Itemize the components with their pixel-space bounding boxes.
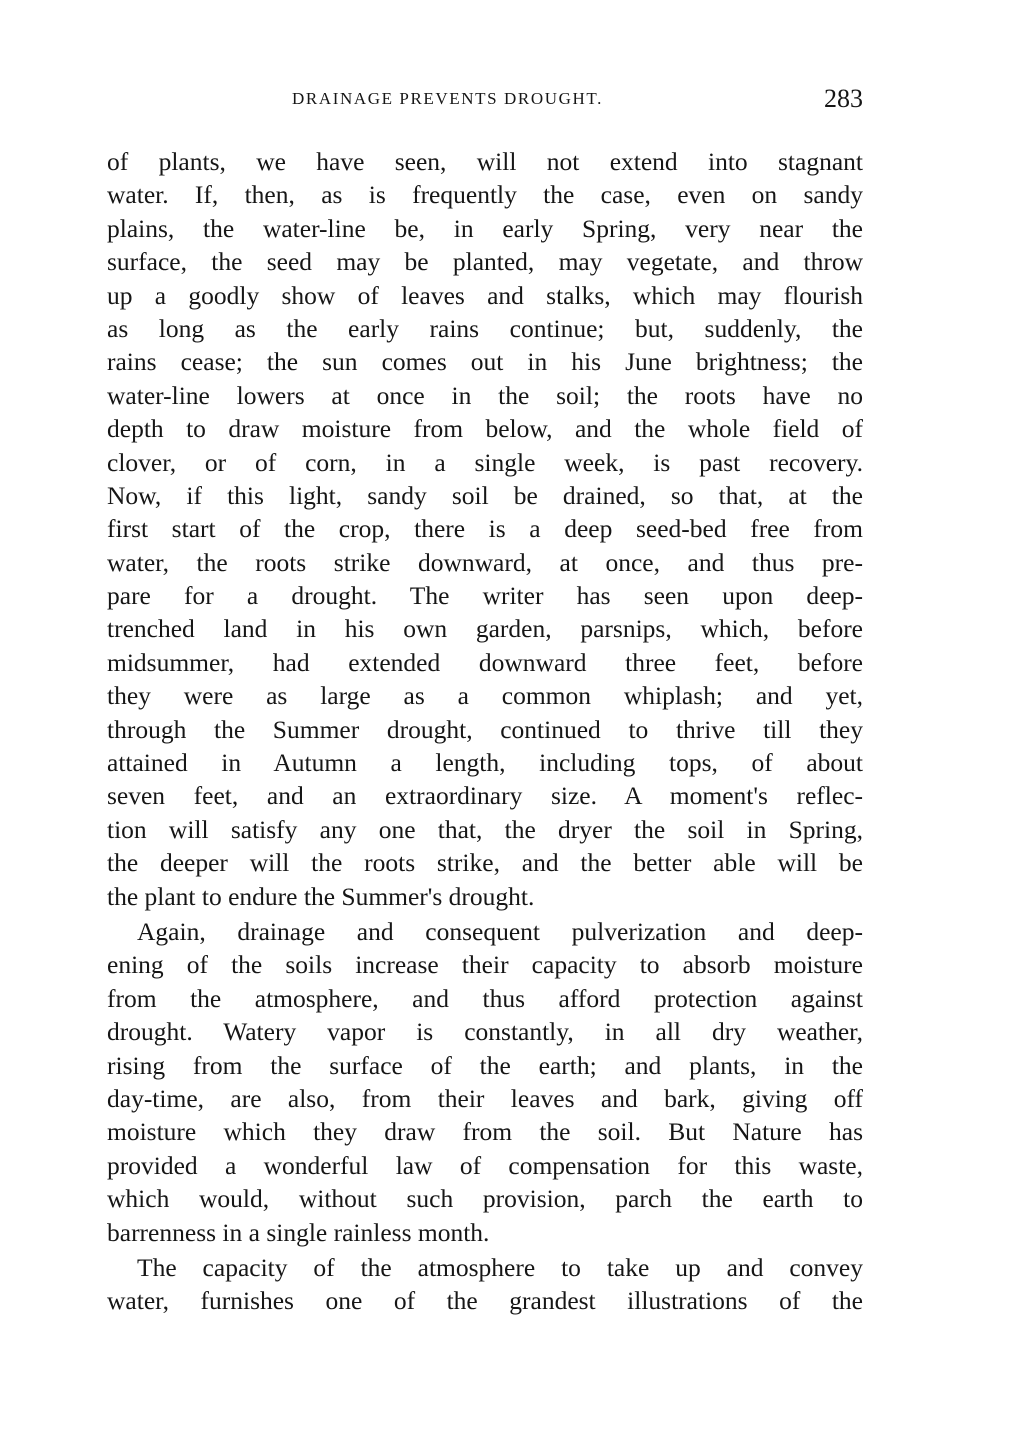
text-line: ening of the soils increase their capacity to absorb moisture bbox=[107, 950, 863, 980]
text-line: provided a wonderful law of compensation for this waste, bbox=[107, 1150, 863, 1180]
text-line: depth to draw moisture from below, and the whole field of bbox=[107, 414, 863, 444]
text-line: they were as large as a common whiplash; and yet, bbox=[107, 681, 863, 711]
text-line: tion will satisfy any one that, the dryer the soil in Spring, bbox=[107, 814, 863, 844]
text-line: which would, without such provision, parch the earth to bbox=[107, 1184, 863, 1214]
text-line: water. If, then, as is frequently the case, even on sandy bbox=[107, 180, 863, 210]
text-line: rains cease; the sun comes out in his June brightness; the bbox=[107, 347, 863, 377]
text-line: first start of the crop, there is a deep seed-bed free from bbox=[107, 514, 863, 544]
text-line: attained in Autumn a length, including tops, of about bbox=[107, 748, 863, 778]
text-line: water-line lowers at once in the soil; the roots have no bbox=[107, 380, 863, 410]
text-line: clover, or of corn, in a single week, is past recovery. bbox=[107, 447, 863, 477]
running-header bbox=[107, 84, 863, 120]
body-text bbox=[107, 145, 863, 1318]
text-line: Now, if this light, sandy soil be drained, so that, at the bbox=[107, 480, 863, 510]
text-line: of plants, we have seen, will not extend into stagnant bbox=[107, 147, 863, 176]
text-line: through the Summer drought, continued to thrive till they bbox=[107, 714, 863, 744]
text-line: day-time, are also, from their leaves and bark, giving off bbox=[107, 1083, 863, 1113]
text-line: The capacity of the atmosphere to take up and convey bbox=[137, 1252, 863, 1282]
text-line: midsummer, had extended downward three feet, before bbox=[107, 647, 863, 677]
text-line: water, furnishes one of the grandest illustrations of the bbox=[107, 1286, 863, 1316]
text-line: the plant to endure the Summer's drought. bbox=[107, 881, 535, 911]
paragraph-1 bbox=[107, 145, 863, 913]
text-line: Again, drainage and consequent pulverization and deep- bbox=[137, 916, 863, 946]
paragraph-3 bbox=[107, 1251, 863, 1318]
text-line: rising from the surface of the earth; and plants, in the bbox=[107, 1050, 863, 1080]
page-number: 283 bbox=[824, 84, 863, 113]
text-line: from the atmosphere, and thus afford protection against bbox=[107, 983, 863, 1013]
text-line: drought. Watery vapor is constantly, in all dry weather, bbox=[107, 1017, 863, 1047]
text-line: pare for a drought. The writer has seen upon deep- bbox=[107, 581, 863, 611]
paragraph-2 bbox=[107, 915, 863, 1249]
text-line: water, the roots strike downward, at once, and thus pre- bbox=[107, 547, 863, 577]
text-line: barrenness in a single rainless month. bbox=[107, 1217, 490, 1247]
text-line: trenched land in his own garden, parsnips, which, before bbox=[107, 614, 863, 644]
text-line: moisture which they draw from the soil. But Nature has bbox=[107, 1117, 863, 1147]
text-line: as long as the early rains continue; but, suddenly, the bbox=[107, 313, 863, 343]
text-line: plains, the water-line be, in early Spring, very near the bbox=[107, 213, 863, 243]
text-line: seven feet, and an extraordinary size. A moment's reflec- bbox=[107, 781, 863, 811]
text-line: the deeper will the roots strike, and the better able will be bbox=[107, 848, 863, 878]
running-head-title: DRAINAGE PREVENTS DROUGHT. bbox=[292, 89, 603, 108]
text-line: surface, the seed may be planted, may vegetate, and throw bbox=[107, 247, 863, 277]
text-line: up a goodly show of leaves and stalks, which may flourish bbox=[107, 280, 863, 310]
